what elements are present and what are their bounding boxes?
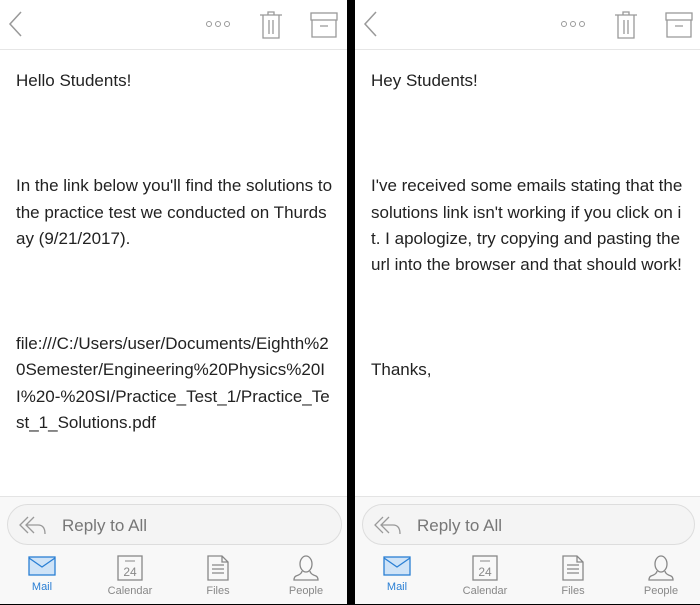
tab-bar: [0, 555, 347, 605]
mail-icon: [28, 555, 56, 577]
mail-icon: [383, 555, 411, 577]
tab-people[interactable]: [266, 555, 346, 597]
trash-icon[interactable]: [614, 11, 638, 39]
people-icon: [648, 555, 674, 581]
calendar-icon: [472, 555, 498, 581]
email-greeting: Hey Students!: [371, 71, 478, 90]
email-panel-1: [0, 0, 347, 604]
tab-mail[interactable]: [357, 555, 437, 593]
reply-all-button[interactable]: [362, 504, 695, 545]
email-body: [16, 68, 335, 436]
tab-calendar[interactable]: [445, 555, 525, 597]
toolbar: [0, 0, 347, 50]
archive-icon[interactable]: [310, 12, 338, 38]
people-icon: [293, 555, 319, 581]
email-body: [371, 68, 688, 384]
bottom-bar: [0, 496, 347, 604]
tab-files-label: Files: [206, 585, 230, 597]
reply-all-icon: [18, 514, 48, 536]
files-icon: [562, 555, 584, 581]
svg-text:24: 24: [123, 565, 137, 579]
back-icon[interactable]: [363, 10, 379, 38]
tab-calendar-label: Calendar: [462, 585, 508, 597]
tab-bar: [355, 555, 700, 605]
tab-people-label: People: [288, 585, 324, 597]
email-paragraph: Thanks,: [371, 360, 432, 380]
email-paragraph: In the link below you'll find the solutions to the practice test we conducted on Thurdsay (9/21/2017).: [16, 176, 333, 248]
tab-files[interactable]: [533, 555, 613, 597]
archive-icon[interactable]: [665, 12, 693, 38]
svg-text:24: 24: [478, 565, 492, 579]
reply-all-label: Reply to All: [417, 516, 503, 535]
calendar-icon: [117, 555, 143, 581]
files-icon: [207, 555, 229, 581]
tab-files-label: Files: [561, 585, 585, 597]
reply-all-icon: [373, 514, 403, 536]
tab-people[interactable]: [621, 555, 700, 597]
tab-files[interactable]: [178, 555, 258, 597]
email-paragraph: file:///C:/Users/user/Documents/Eighth%20Semester/Engineering%20Physics%20II%20-%20SI/Practice_Test_1/Practice_Test_1_Solutions.pdf: [16, 334, 330, 433]
reply-all-button[interactable]: [7, 504, 342, 545]
tab-mail-label: Mail: [386, 581, 408, 593]
reply-all-label: Reply to All: [62, 516, 148, 535]
email-paragraph: I've received some emails stating that the solutions link isn't working if you click on it. I apologize, try copying and pasting the url into the browser and that should work!: [371, 176, 683, 275]
email-panel-2: [355, 0, 700, 604]
tab-mail[interactable]: [2, 555, 82, 593]
tab-people-label: People: [643, 585, 679, 597]
trash-icon[interactable]: [259, 11, 283, 39]
tab-calendar-label: Calendar: [107, 585, 153, 597]
bottom-bar: [355, 496, 700, 604]
toolbar: [355, 0, 700, 50]
tab-mail-label: Mail: [31, 581, 53, 593]
more-icon[interactable]: [205, 20, 235, 28]
back-icon[interactable]: [8, 10, 24, 38]
more-icon[interactable]: [560, 20, 590, 28]
email-greeting: Hello Students!: [16, 71, 132, 90]
tab-calendar[interactable]: [90, 555, 170, 597]
